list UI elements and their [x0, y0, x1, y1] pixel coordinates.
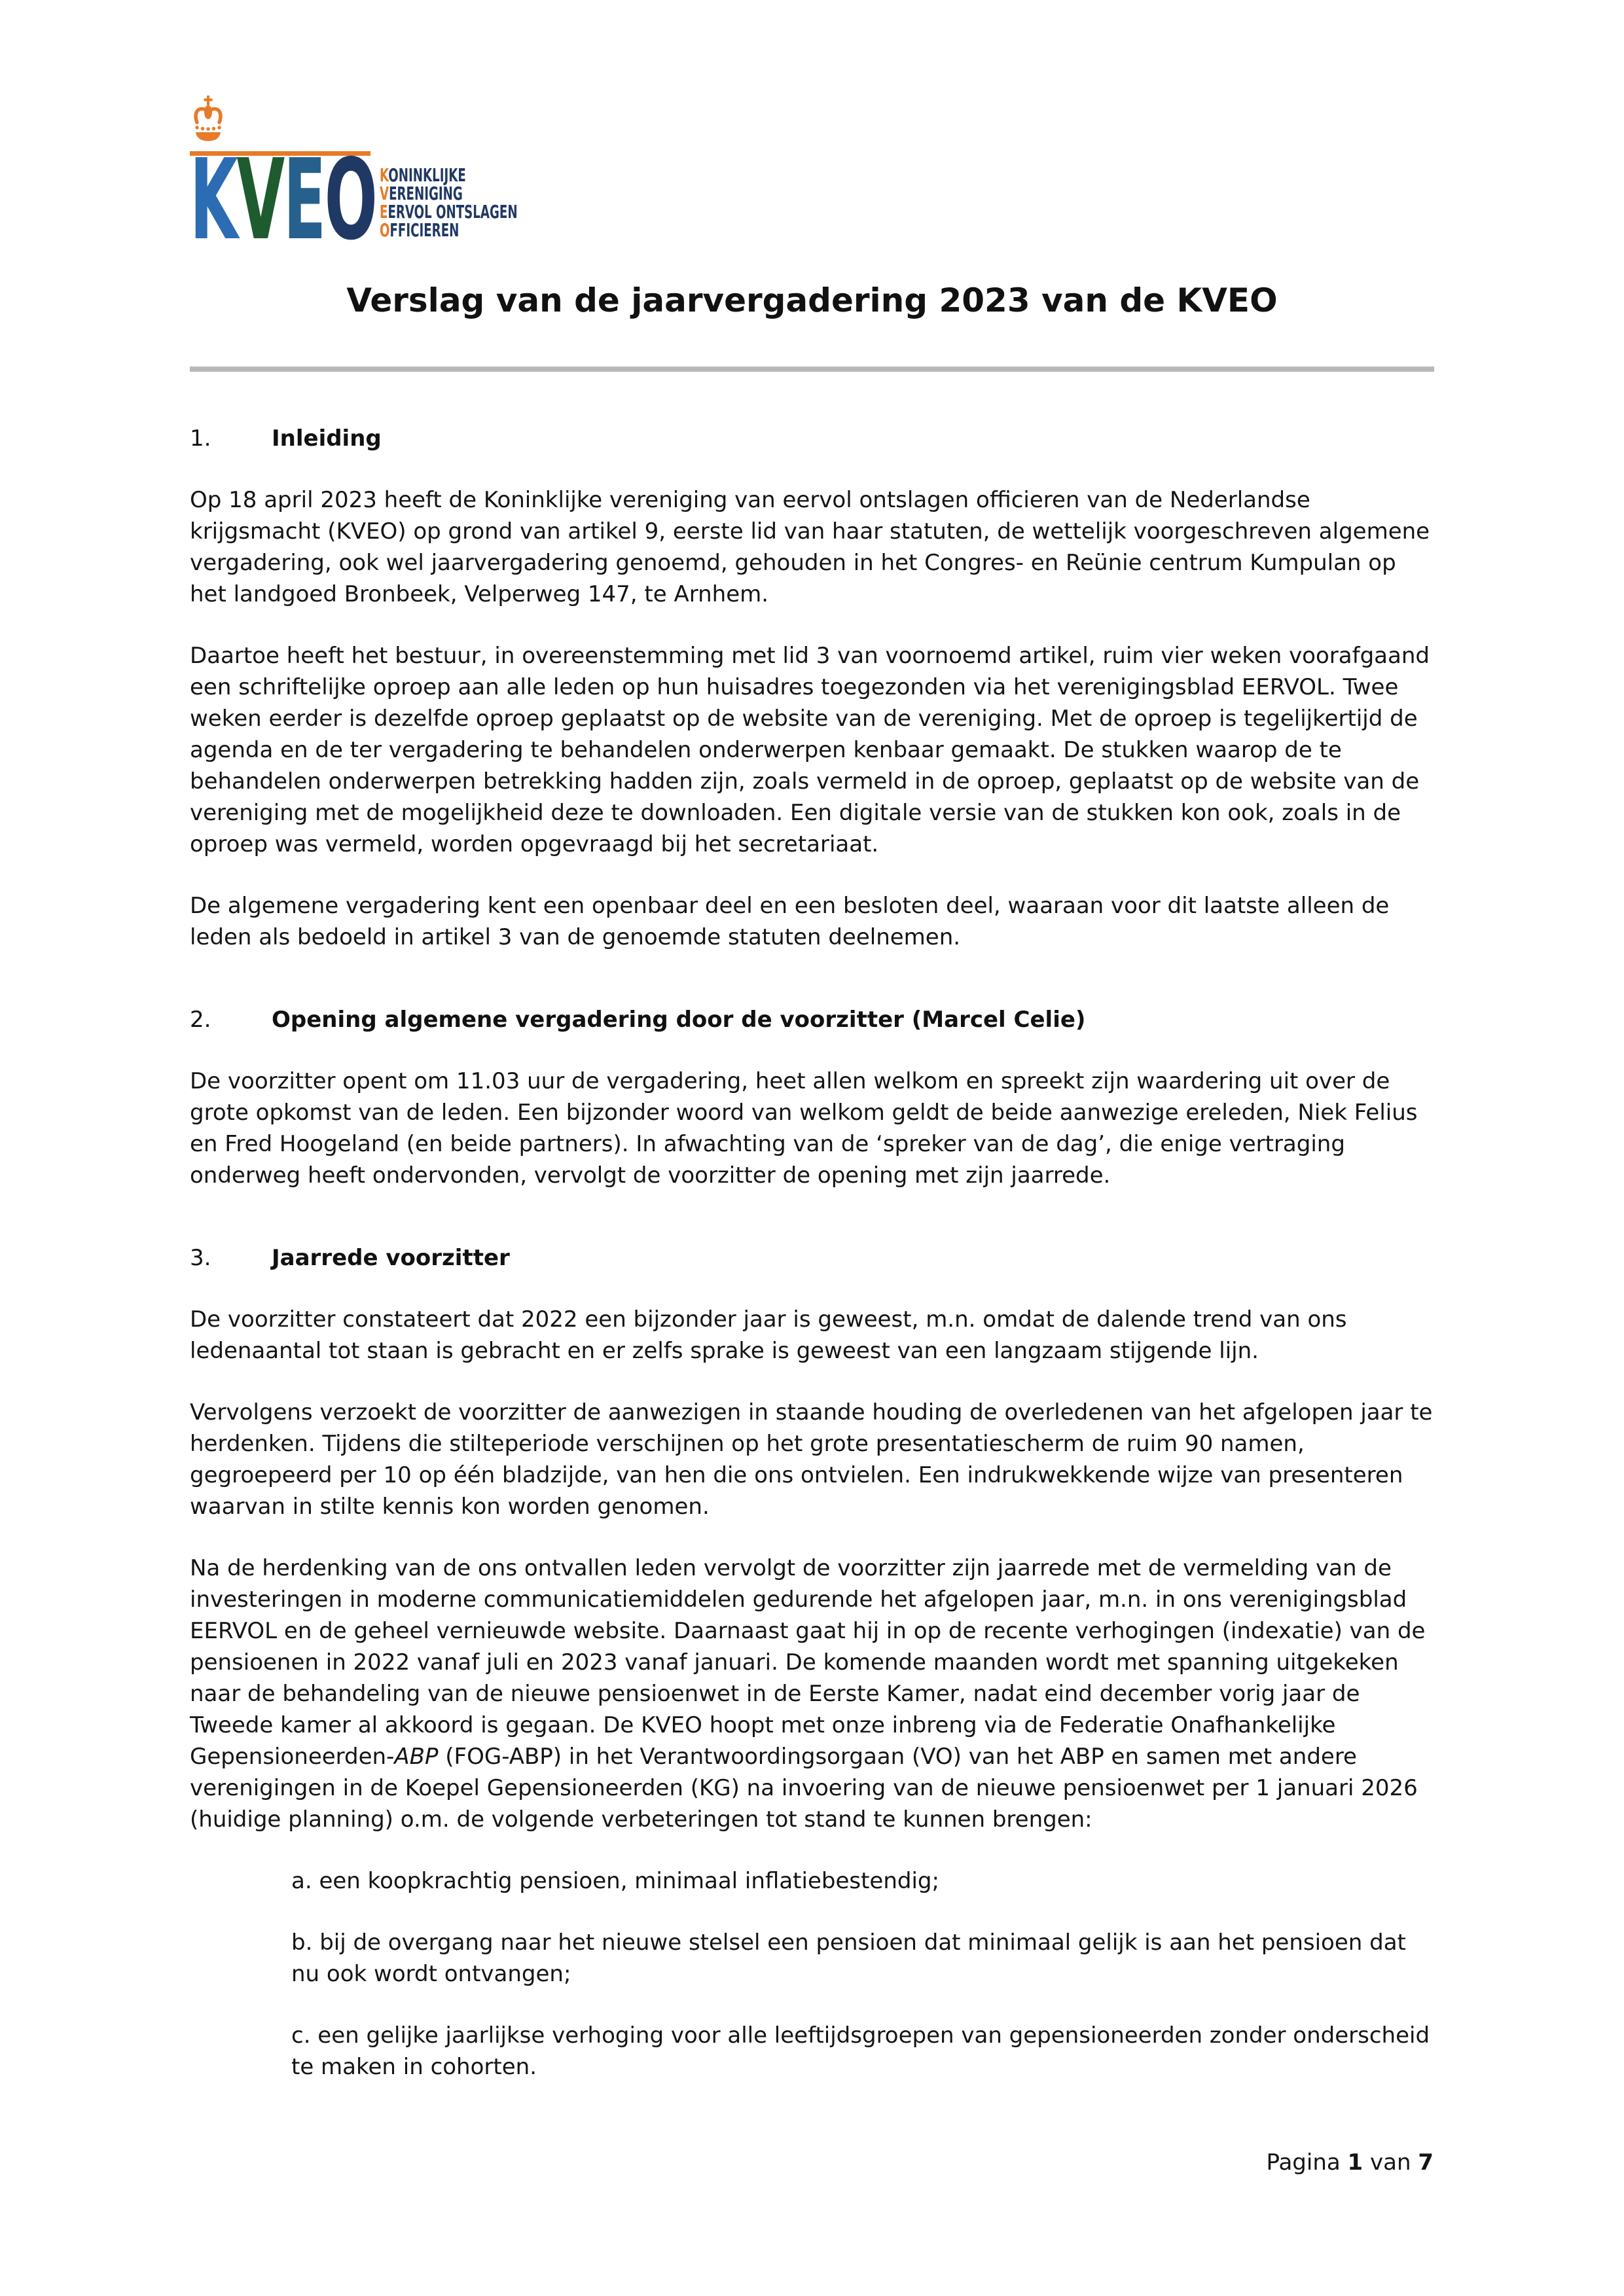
section-heading-3 — [190, 1242, 1434, 1274]
paragraph-text: Na de herdenking van de ons ontvallen leden vervolgt de voorzitter zijn jaarrede met de vermelding van de investeringen in moderne communicatiemiddelen gedurende het afgelopen jaar, m.n. in ons verenigingsblad EERVOL en de geheel vernieuwde website. Daarnaast gaat hij in op de recente verhogingen (indexatie) van de pensioenen in 2022 vanaf juli en 2023 vanaf januari. De komende maanden wordt met spanning uitgekeken naar de behandeling van de nieuwe pensioenwet in de Eerste Kamer, nadat eind december vorig jaar de Tweede kamer al akkoord is gegaan. De KVEO hoopt met onze inbreng via de Federatie Onafhankelijke Gepensioneerden- — [190, 1555, 1426, 1770]
section-heading-1 — [190, 423, 1434, 454]
wordmark-letter-o: O — [324, 135, 376, 265]
logo-subtitle-line — [380, 166, 465, 185]
list-item-c: c. een gelijke jaarlijkse verhoging voor alle leeftijdsgroepen van gepensioneerden zonder onderscheid te maken in cohorten. — [291, 2022, 1430, 2080]
wordmark-letter-e: E — [283, 135, 325, 265]
logo-subtitle-line — [380, 201, 518, 223]
footer-total-pages: 7 — [1418, 2149, 1434, 2176]
paragraph-italic-abp: ABP — [394, 1744, 439, 1770]
paragraph-opening: De voorzitter opent om 11.03 uur de vergadering, heet allen welkom en spreekt zijn waardering uit over de grote opkomst van de leden. Een bijzonder woord van welkom geldt de beide aanwezige ereleden, Niek Felius en Fred Hoogeland (en beide partners). In afwachting van de ‘spreker van de dag’, die enige vertraging onderweg heeft ondervonden, vervolgt de voorzitter de opening met zijn jaarrede. — [190, 1068, 1418, 1189]
section-number: 2. — [190, 1007, 211, 1033]
section-label: Jaarrede voorzitter — [272, 1245, 510, 1271]
subtitle-initial: O — [380, 219, 390, 241]
page-footer — [1267, 2148, 1434, 2177]
logo-subtitle — [380, 164, 518, 241]
paragraph-jaarrede-1: De voorzitter constateert dat 2022 een bijzonder jaar is geweest, m.n. omdat de dalende trend van ons ledenaantal tot staan is gebracht en er zelfs sprake is geweest van een langzaam stijgende lijn. — [190, 1306, 1347, 1364]
logo-row — [190, 135, 1434, 265]
list-item-b: b. bij de overgang naar het nieuwe stelsel een pensioen dat minimaal gelijk is aan het pensioen dat nu ook wordt ontvangen; — [291, 1929, 1406, 1987]
section-heading-2 — [190, 1004, 1434, 1035]
paragraph-jaarrede-2: Vervolgens verzoekt de voorzitter de aanwezigen in staande houding de overledenen van het afgelopen jaar te herdenken. Tijdens die stilteperiode verschijnen op het grote presentatiescherm de ruim 90 namen, gegroepeerd per 10 op één bladzijde, van hen die ons ontvielen. Een indrukwekkende wijze van presenteren waarvan in stilte kennis kon worden genomen. — [190, 1399, 1433, 1520]
logo-subtitle-line — [380, 221, 465, 240]
section-label: Inleiding — [272, 425, 382, 452]
subtitle-rest: ERVOL ONTSLAGEN — [388, 201, 518, 223]
footer-text: van — [1363, 2149, 1418, 2176]
paragraph-text: (FOG-ABP) in het Verantwoordingsorgaan (VO) van het ABP en samen met andere verenigingen in de Koepel Gepensioneerden (KG) na invoering van de nieuwe pensioenwet per 1 januari 2026 (huidige planning) o.m. de volgende verbeteringen tot stand te kunnen brengen: — [190, 1744, 1418, 1833]
paragraph-jaarrede-3 — [190, 1552, 1434, 1835]
subtitle-initial: V — [380, 183, 389, 204]
footer-page-number: 1 — [1347, 2149, 1363, 2176]
section-label: Opening algemene vergadering door de voorzitter (Marcel Celie) — [272, 1007, 1086, 1033]
kveo-logo — [190, 95, 1434, 265]
paragraph-inleiding-3: De algemene vergadering kent een openbaar deel en een besloten deel, waaraan voor dit laatste alleen de leden als bedoeld in artikel 3 van de genoemde statuten deelnemen. — [190, 893, 1390, 950]
document-title: Verslag van de jaarvergadering 2023 van de KVEO — [346, 281, 1278, 319]
wordmark-letter-v: V — [236, 135, 283, 265]
subtitle-rest: FFICIEREN — [389, 219, 460, 241]
subtitle-initial: K — [380, 164, 389, 186]
title-divider — [190, 367, 1434, 372]
subtitle-initial: E — [380, 201, 388, 223]
footer-text: Pagina — [1266, 2149, 1348, 2176]
paragraph-inleiding-2: Daartoe heeft het bestuur, in overeenstemming met lid 3 van voornoemd artikel, ruim vier weken voorafgaand een schriftelijke oproep aan alle leden op hun huisadres toegezonden via het verenigingsblad EERVOL. Twee weken eerder is dezelfde oproep geplaatst op de website van de vereniging. Met de oproep is tegelijkertijd de agenda en de ter vergadering te behandelen onderwerpen kenbaar gemaakt. De stukken waarop de te behandelen onderwerpen betrekking hadden zijn, zoals vermeld in de oproep, geplaatst op de website van de vereniging met de mogelijkheid deze te downloaden. Een digitale versie van de stukken kon ook, zoals in de oproep was vermeld, worden opgevraagd bij het secretariaat. — [190, 643, 1430, 857]
section-number: 3. — [190, 1245, 211, 1271]
logo-subtitle-line — [380, 185, 465, 203]
kveo-wordmark — [190, 135, 378, 265]
subtitle-rest: ERENIGING — [389, 183, 463, 204]
paragraph-inleiding-1: Op 18 april 2023 heeft de Koninklijke vereniging van eervol ontslagen officieren van de Nederlandse krijgsmacht (KVEO) op grond van artikel 9, eerste lid van haar statuten, de wettelijk voorgeschreven algemene vergadering, ook wel jaarvergadering genoemd, gehouden in het Congres- en Reünie centrum Kumpulan op het landgoed Bronbeek, Velperweg 147, te Arnhem. — [190, 487, 1430, 607]
list-item-a: a. een koopkrachtig pensioen, minimaal inflatiebestendig; — [291, 1868, 939, 1894]
section-number: 1. — [190, 425, 211, 452]
subtitle-rest: ONINKLIJKE — [388, 164, 466, 186]
wordmark-letter-k: K — [190, 135, 237, 265]
